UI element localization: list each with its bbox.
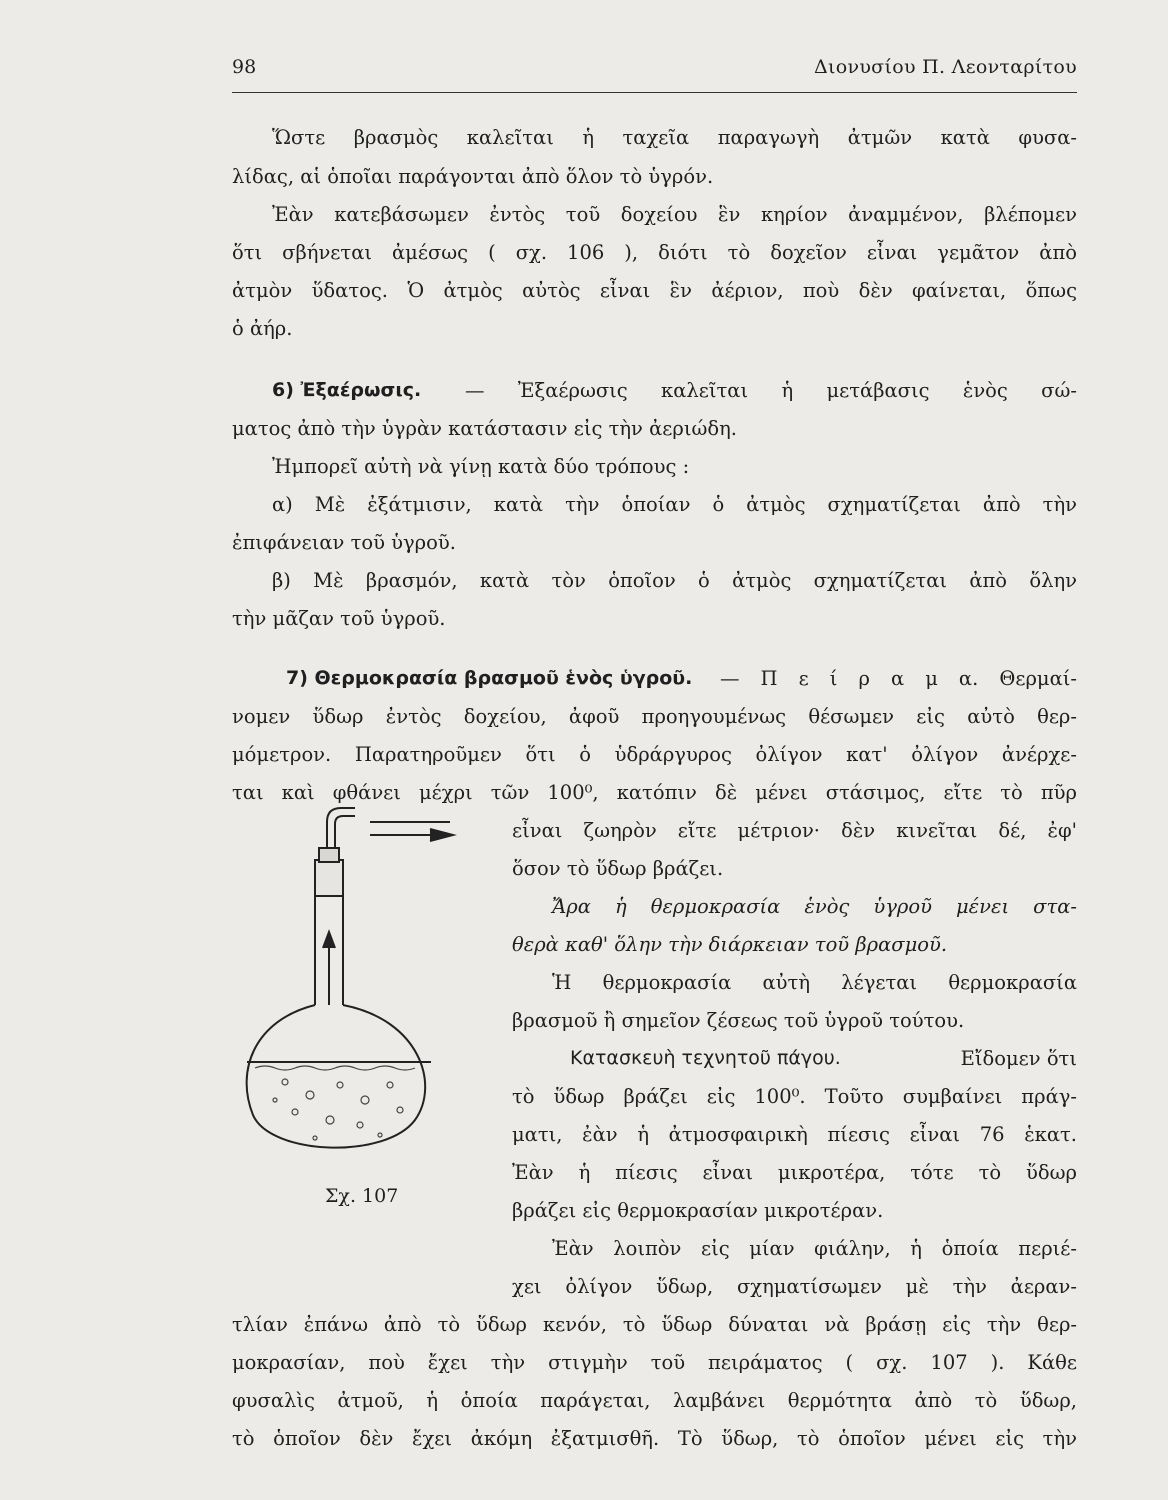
text-line: Ἐὰν ἡ πίεσις εἶναι μικροτέρα, τότε τὸ ὕδωρ [512, 1161, 1077, 1184]
stopper [315, 860, 343, 896]
page-number: 98 [232, 56, 257, 78]
text-line: α) Μὲ ἐξάτμισιν, κατὰ τὴν ὁποίαν ὁ ἀτμὸς σχηματίζεται ἀπὸ τὴν [272, 493, 1077, 516]
text-line: ὅτι σβήνεται ἀμέσως ( σχ. 106 ), διότι τὸ δοχεῖον εἶναι γεμᾶτον ἀπὸ [232, 241, 1077, 264]
text-line: χει ὀλίγον ὕδωρ, σχηματίσωμεν μὲ τὴν ἀεραν- [512, 1275, 1077, 1298]
subheading-artificial-ice: Κατασκευὴ τεχνητοῦ πάγου. [570, 1047, 841, 1069]
text-line: ματι, ἐὰν ἡ ἀτμοσφαιρικὴ πίεσις εἶναι 76 ἑκατ. [512, 1123, 1077, 1146]
text-line: ματος ἀπὸ τὴν ὑγρὰν κατάστασιν εἰς τὴν ἀεριώδη. [232, 417, 738, 440]
section-heading-vaporization: 6) Ἐξαέρωσις. [272, 379, 422, 401]
text-line: — Π ε ί ρ α μ α. Θερμαί- [720, 667, 1077, 690]
text-line: — Ἐξαέρωσις καλεῖται ἡ μετάβασις ἑνὸς σώ- [465, 379, 1077, 402]
text-line: Ἐὰν κατεβάσωμεν ἐντὸς τοῦ δοχείου ἓν κηρίον ἀναμμένον, βλέπομεν [272, 203, 1077, 226]
flask-body [247, 1005, 426, 1148]
text-line: ὁ ἀήρ. [232, 317, 293, 340]
running-head: Διονυσίου Π. Λεονταρίτου [813, 56, 1077, 78]
text-line: ἀτμὸν ὕδατος. Ὁ ἀτμὸς αὐτὸς εἶναι ἓν ἀέριον, ποὺ δὲν φαίνεται, ὅπως [232, 279, 1077, 302]
text-line: βρασμοῦ ἢ σημεῖον ζέσεως τοῦ ὑγροῦ τούτου. [512, 1009, 965, 1032]
text-line: τὸ ὁποῖον δὲν ἔχει ἀκόμη ἐξατμισθῆ. Τὸ ὕδωρ, τὸ ὁποῖον μένει εἰς τὴν [232, 1427, 1077, 1450]
text-line: Ὥστε βρασμὸς καλεῖται ἡ ταχεῖα παραγωγὴ ἀτμῶν κατὰ φυσα- [272, 126, 1077, 149]
text-line: θερὰ καθ' ὅλην τὴν διάρκειαν τοῦ βρασμοῦ. [512, 933, 948, 956]
vapor-arrow-head [323, 932, 335, 948]
text-line: νομεν ὕδωρ ἐντὸς δοχείου, ἀφοῦ προηγουμένως θέσωμεν εἰς αὐτὸ θερ- [232, 705, 1077, 728]
text-line: βράζει εἰς θερμοκρασίαν μικροτέραν. [512, 1199, 884, 1222]
text-line: μοκρασίαν, ποὺ ἔχει τὴν στιγμὴν τοῦ πειράματος ( σχ. 107 ). Κάθε [232, 1351, 1077, 1374]
text-line: τλίαν ἐπάνω ἀπὸ τὸ ὕδωρ κενόν, τὸ ὕδωρ δύναται νὰ βράσῃ εἰς τὴν θερ- [232, 1313, 1077, 1336]
text-line: Εἴδομεν ὅτι [960, 1047, 1077, 1070]
text-line: τὸ ὕδωρ βράζει εἰς 100⁰. Τοῦτο συμβαίνει πράγ- [512, 1085, 1077, 1108]
text-line: Ἡ θερμοκρασία αὐτὴ λέγεται θερμοκρασία [552, 971, 1077, 994]
text-line: ται καὶ φθάνει μέχρι τῶν 100⁰, κατόπιν δὲ μένει στάσιμος, εἴτε τὸ πῦρ [232, 781, 1077, 804]
text-line: Ἠμπορεῖ αὐτὴ νὰ γίνῃ κατὰ δύο τρόπους : [272, 455, 690, 478]
text-line: Ἄρα ἡ θερμοκρασία ἑνὸς ὑγροῦ μένει στα- [552, 895, 1077, 918]
text-line: β) Μὲ βρασμόν, κατὰ τὸν ὁποῖον ὁ ἀτμὸς σχηματίζεται ἀπὸ ὅλην [272, 569, 1077, 592]
section-heading-boiling-point: 7) Θερμοκρασία βρασμοῦ ἑνὸς ὑγροῦ. [286, 667, 693, 689]
text-line: εἶναι ζωηρὸν εἴτε μέτριον· δὲν κινεῖται δέ, ἐφ' [512, 819, 1077, 842]
text-line: ἐπιφάνειαν τοῦ ὑγροῦ. [232, 531, 456, 554]
text-line: ὅσον τὸ ὕδωρ βράζει. [512, 857, 724, 880]
flask-illustration [235, 800, 485, 1160]
page-header [232, 56, 1077, 92]
text-line: φυσαλὶς ἀτμοῦ, ἡ ὁποία παράγεται, λαμβάνει θερμότητα ἀπὸ τὸ ὕδωρ, [232, 1389, 1077, 1412]
text-line: τὴν μᾶζαν τοῦ ὑγροῦ. [232, 607, 446, 630]
text-line: λίδας, αἱ ὁποῖαι παράγονται ἀπὸ ὅλον τὸ ὑγρόν. [232, 165, 714, 188]
header-rule [232, 92, 1077, 93]
flow-arrow-head [430, 829, 453, 841]
figure-caption: Σχ. 107 [325, 1185, 399, 1207]
text-line: μόμετρον. Παρατηροῦμεν ὅτι ὁ ὑδράργυρος ὀλίγον κατ' ὀλίγον ἀνέρχε- [232, 743, 1077, 766]
text-line: Ἐὰν λοιπὸν εἰς μίαν φιάλην, ἡ ὁποία περιέ- [552, 1237, 1077, 1260]
